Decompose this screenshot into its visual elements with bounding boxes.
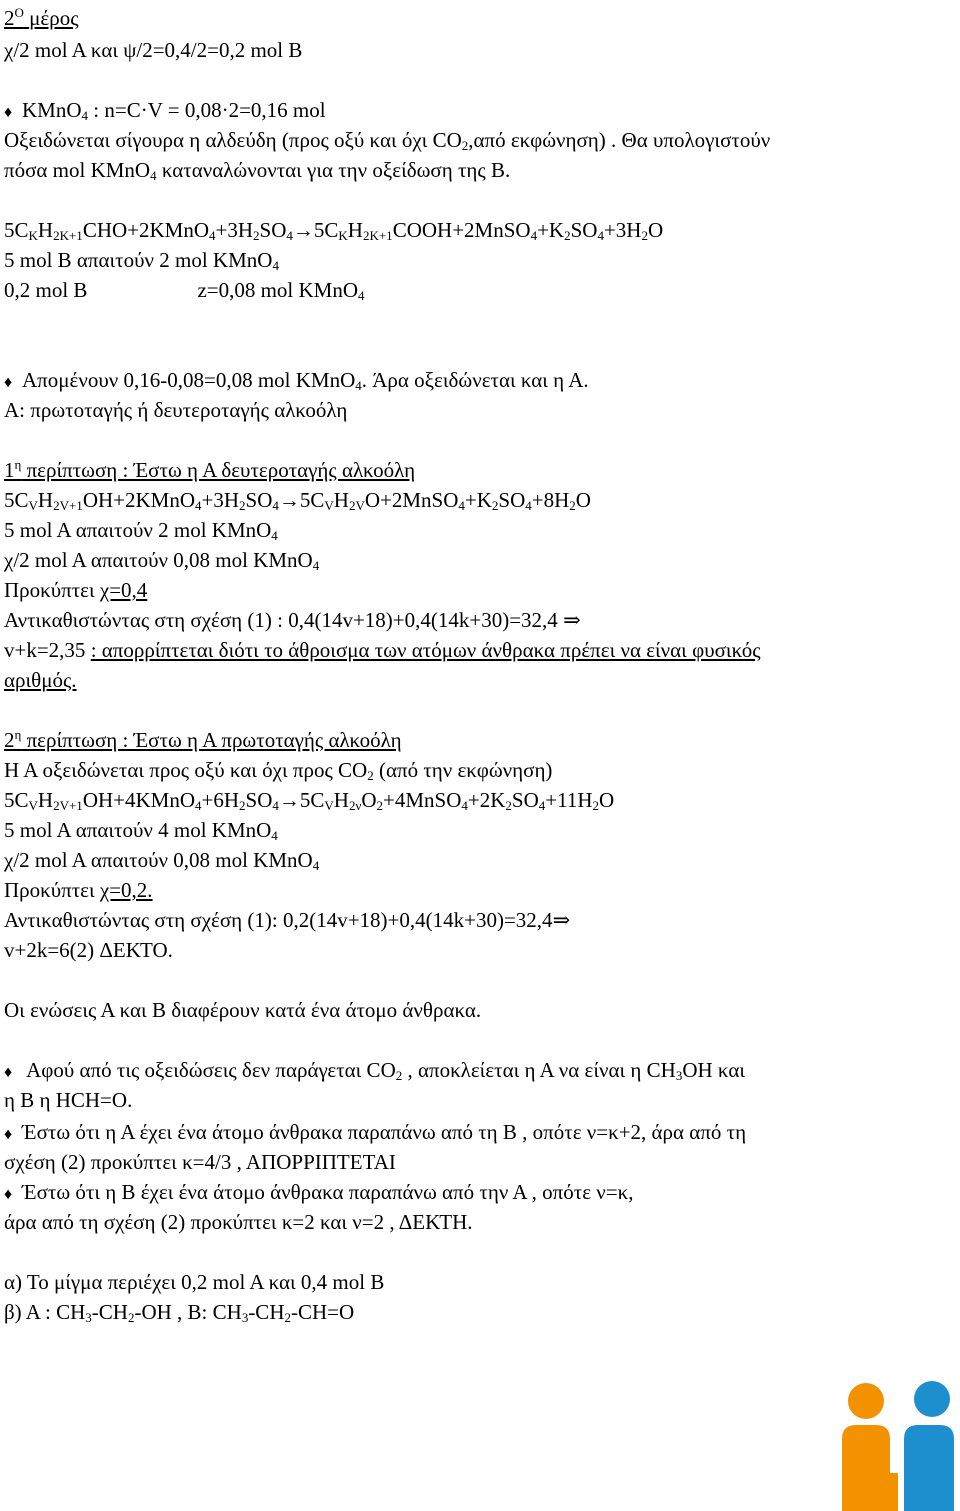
case1-heading: $1^\eta$ περίπτωση : Έστω η Α δευτεροταγής αλκοόλη (4, 457, 416, 482)
equation-aldehyde: $5C_KH_{2K+1}CHO+2KMnO_4+3H_2SO_4\to 5C_KH_{2K+1}COOH+2MnSO_4+K_2SO_4+3H_2O$ (4, 218, 664, 243)
bullet-co2-cont: η Β η HCH=O. (4, 1088, 133, 1112)
case1-vk-line: v+k=2,35 : απορρίπτεται διότι το άθροισμα των ατόμων άνθρακα πρέπει να είναι φυσικός (4, 638, 761, 662)
bullet-b-more-cont: άρα από τη σχέση (2) προκύπτει κ=2 και ν=2 , ΔΕΚΤΗ. (4, 1210, 473, 1234)
implies-arrow-icon: ⇒ (552, 908, 571, 932)
case2-oxidation: Η Α οξειδώνεται προς οξύ και όχι προς $CO_2$ (από την εκφώνηση) (4, 758, 553, 783)
equation-case2: $5C_VH_{2V+1}OH+4KMnO_4+6H_2SO_4\to 5C_VH_{2\nu}O_2+4MnSO_4+2K_2SO_4+11H_2O$ (4, 788, 615, 813)
diamond-bullet-icon: ♦ (4, 1126, 13, 1143)
oxidation-text-2: πόσα mol KMnO$_4$ καταναλώνονται για την οξείδωση της Β. (4, 158, 511, 183)
bullet-b-more: ♦ Έστω ότι η Β έχει ένα άτομο άνθρακα παραπάνω από την Α , οπότε ν=κ, (4, 1180, 633, 1207)
logo-blue-dot (914, 1381, 950, 1417)
case1-requirement: 5 mol A απαιτούν 2 mol KMnO$_4$ (4, 518, 278, 543)
difference-line: Οι ενώσεις Α και Β διαφέρουν κατά ένα άτομο άνθρακα. (4, 998, 482, 1022)
case1-x-line: χ/2 mol A απαιτούν 0,08 mol KMnO$_4$ (4, 548, 320, 573)
case2-vk-line: v+2k=6(2) ΔΕΚΤΟ. (4, 938, 173, 962)
answer-b: β) Α : $CH_3-CH_2-OH$ , B: $CH_3-CH_2-CH=O$ (4, 1300, 355, 1325)
diamond-bullet-icon: ♦ (4, 104, 13, 121)
bullet-co2: ♦ Αφού από τις οξειδώσεις δεν παράγεται $CO_2$ , αποκλείεται η Α να είναι η $CH_3OH$ και (4, 1058, 745, 1083)
remaining-line: ♦ Απομένουν 0,16-0,08=0,08 mol KMnO$_4$. Άρα οξειδώνεται και η Α. (4, 368, 589, 393)
oxidation-text-1: Οξειδώνεται σίγουρα η αλδεύδη (προς οξύ και όχι $CO_2,\alpha\pi ό$ εκφώνηση) . Θα υπολογιστούν (4, 128, 771, 153)
bullet-a-more: ♦ Έστω ότι η Α έχει ένα άτομο άνθρακα παραπάνω από τη Β , οπότε ν=κ+2, άρα από τη (4, 1120, 746, 1147)
intro-line: χ/2 mol A και ψ/2=0,4/2=0,2 mol B (4, 38, 303, 62)
logo-blue-shape (904, 1425, 954, 1511)
logo-orange-dot (848, 1383, 884, 1419)
implies-arrow-icon: ⇒ (563, 608, 581, 632)
logo-orange-shape (842, 1425, 898, 1511)
case2-x-line: χ/2 mol A απαιτούν 0,08 mol KMnO$_4$ (4, 848, 320, 873)
case1-substitution: Αντικαθιστώντας στη σχέση (1) : 0,4(14v+18)+0,4(14k+30)=32,4 ⇒ (4, 608, 581, 632)
b-z-line: 0,2 mol B z=0,08 mol KMnO$_4$ (4, 278, 365, 303)
diamond-bullet-icon: ♦ (4, 1064, 13, 1081)
diamond-bullet-icon: ♦ (4, 374, 13, 391)
section-heading: $2^O$ μέρος (4, 5, 79, 30)
reaction-arrow-icon: → (292, 218, 314, 242)
diamond-bullet-icon: ♦ (4, 1186, 13, 1203)
answer-a: α) Το μίγμα περιέχει 0,2 mol A και 0,4 mol B (4, 1270, 385, 1294)
case1-result: Προκύπτει χ=0,4 (4, 578, 148, 602)
a-alcohol-line: A: πρωτοταγής ή δευτεροταγής αλκοόλη (4, 398, 348, 422)
reaction-arrow-icon: → (278, 788, 300, 812)
case2-requirement: 5 mol A απαιτούν 4 mol KMnO$_4$ (4, 818, 278, 843)
case2-result: Προκύπτει χ=0,2. (4, 878, 153, 902)
equation-case1: $5C_VH_{2V+1}OH+2KMnO_4+3H_2SO_4\to 5C_VH_{2V}O+2MnSO_4+K_2SO_4+8H_2O$ (4, 488, 591, 513)
b-requirement: 5 mol B απαιτούν 2 mol KMnO$_4$ (4, 248, 279, 273)
bullet-a-more-cont: σχέση (2) προκύπτει κ=4/3 , ΑΠΟΡΡΙΠΤΕΤΑΙ (4, 1150, 396, 1174)
reaction-arrow-icon: → (278, 488, 300, 512)
publisher-logo (836, 1375, 960, 1511)
case2-heading: $2^\eta$ περίπτωση : Έστω η Α πρωτοταγής αλκοόλη (4, 727, 402, 752)
case1-vk-line-2: αριθμός. (4, 668, 77, 692)
kmno4-line: ♦ KMnO$_4$ : n=C·V = 0,08·2=0,16 mol (4, 98, 326, 123)
case2-substitution: Αντικαθιστώντας στη σχέση (1): 0,2(14v+18)+0,4(14k+30)=32,4⇒ (4, 908, 571, 932)
